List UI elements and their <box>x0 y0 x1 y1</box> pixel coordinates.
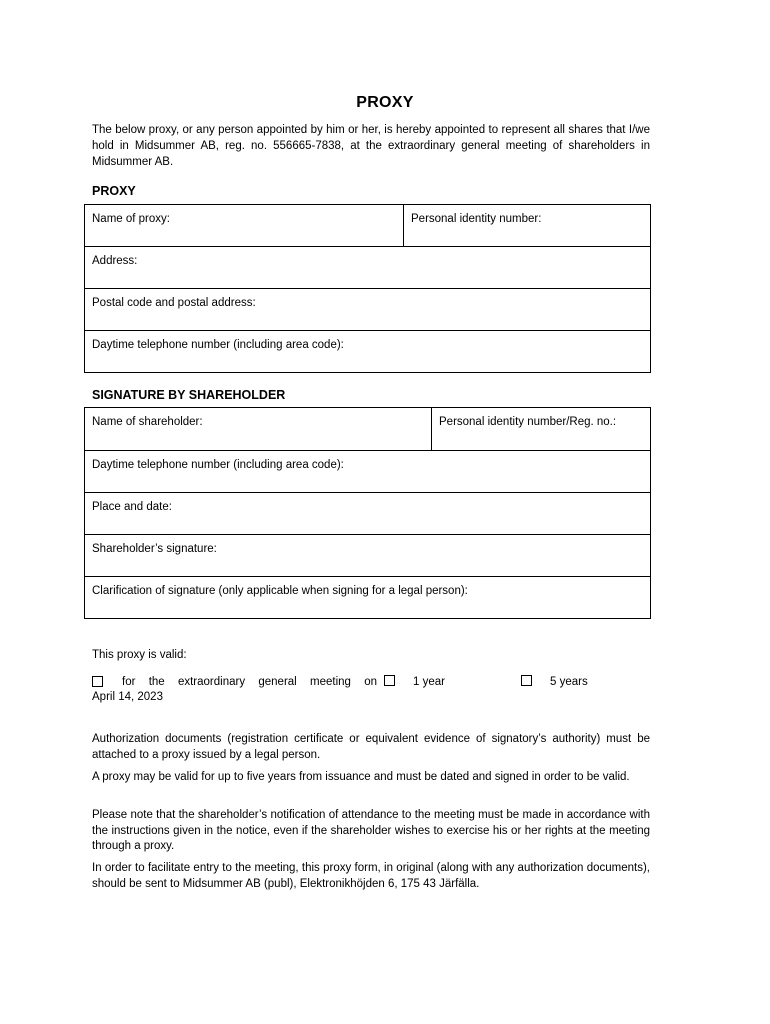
proxy-phone-label: Daytime telephone number (including area code): <box>92 339 344 351</box>
shareholder-phone-field[interactable] <box>85 451 651 493</box>
proxy-address-label: Address: <box>92 255 138 267</box>
one-year-label: 1 year <box>413 676 445 688</box>
meeting-option-date: April 14, 2023 <box>92 691 163 703</box>
shareholder-phone-label: Daytime telephone number (including area code): <box>92 459 344 471</box>
proxy-name-label: Name of proxy: <box>92 213 170 225</box>
note-authorization: Authorization documents (registration certificate or equivalent evidence of signatory’s authority) must be attached to a proxy issued by a legal person. <box>92 733 650 761</box>
one-year-checkbox[interactable] <box>384 675 395 686</box>
proxy-id-label: Personal identity number: <box>411 213 542 225</box>
shareholder-id-field[interactable] <box>432 408 651 451</box>
validity-option-meeting <box>92 675 377 705</box>
shareholder-signature-field[interactable] <box>85 535 651 577</box>
place-date-field[interactable] <box>85 493 651 535</box>
proxy-section-heading: PROXY <box>92 184 136 198</box>
shareholder-name-label: Name of shareholder: <box>92 416 203 428</box>
signature-section-heading: SIGNATURE BY SHAREHOLDER <box>92 388 286 402</box>
shareholder-signature-label: Shareholder’s signature: <box>92 543 217 555</box>
five-years-label: 5 years <box>550 676 588 688</box>
proxy-postal-label: Postal code and postal address: <box>92 297 256 309</box>
note-validity-period: A proxy may be valid for up to five years from issuance and must be dated and signed in order to be valid. <box>92 771 630 783</box>
signature-clarification-label: Clarification of signature (only applicable when signing for a legal person): <box>92 585 468 597</box>
proxy-phone-field[interactable] <box>85 331 651 373</box>
proxy-name-field[interactable] <box>85 205 404 247</box>
validity-option-5years <box>521 675 588 690</box>
signature-clarification-field[interactable] <box>85 577 651 619</box>
proxy-id-field[interactable] <box>404 205 651 247</box>
note-submission: In order to facilitate entry to the meeting, this proxy form, in original (along with any authorization documents), should be sent to Midsummer AB (publ), Elektronikhöjden 6, 175 43 Järfälla. <box>92 862 650 890</box>
shareholder-details-table <box>84 407 651 619</box>
intro-paragraph: The below proxy, or any person appointed by him or her, is hereby appointed to represent all shares that I/we hold in Midsummer AB, reg. no. 556665-7838, at the extraordinary general meeting of shareholders in Midsummer AB. <box>92 124 650 168</box>
proxy-postal-field[interactable] <box>85 289 651 331</box>
shareholder-name-field[interactable] <box>85 408 432 451</box>
shareholder-id-label: Personal identity number/Reg. no.: <box>439 416 617 428</box>
validity-label: This proxy is valid: <box>92 649 187 661</box>
proxy-details-table <box>84 204 651 373</box>
meeting-option-text: for the extraordinary general meeting on <box>122 676 377 688</box>
validity-option-1year <box>384 675 445 690</box>
meeting-checkbox[interactable] <box>92 676 103 687</box>
proxy-address-field[interactable] <box>85 247 651 289</box>
note-attendance: Please note that the shareholder’s notification of attendance to the meeting must be made in accordance with the instructions given in the notice, even if the shareholder wishes to exercise his or her rights at the meeting through a proxy. <box>92 809 650 852</box>
page-title: PROXY <box>356 94 414 111</box>
five-years-checkbox[interactable] <box>521 675 532 686</box>
place-date-label: Place and date: <box>92 501 172 513</box>
